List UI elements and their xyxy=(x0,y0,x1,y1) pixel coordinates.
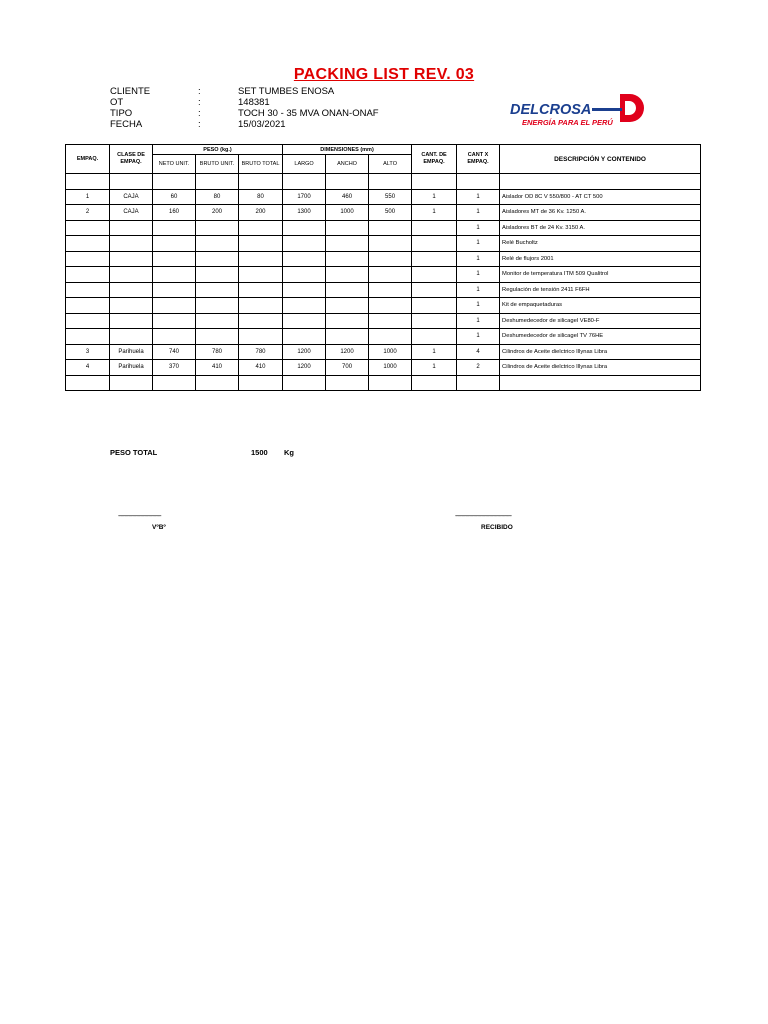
table-row xyxy=(66,360,701,376)
cell-cant-x xyxy=(457,375,500,391)
cell-bruto-total xyxy=(239,282,283,298)
cell-ancho xyxy=(326,282,369,298)
cell-desc: Deshumedecedor de silicagel TV 76HE xyxy=(500,329,701,345)
cell-bruto-total xyxy=(239,236,283,252)
cell-clase xyxy=(110,251,153,267)
cell-largo xyxy=(283,251,326,267)
cell-alto: 1000 xyxy=(369,360,412,376)
cell-cant-empaq xyxy=(412,251,457,267)
header-info xyxy=(110,86,379,130)
cell-cant-empaq xyxy=(412,282,457,298)
col-cant-x: CANT X EMPAQ. xyxy=(457,145,500,174)
cell-cant-x xyxy=(457,174,500,190)
cell-bruto-unit: 80 xyxy=(196,189,239,205)
cell-ancho: 700 xyxy=(326,360,369,376)
cell-empaq xyxy=(66,282,110,298)
cell-largo: 1200 xyxy=(283,360,326,376)
cell-bruto-total: 200 xyxy=(239,205,283,221)
cell-bruto-unit xyxy=(196,174,239,190)
cell-cant-x: 1 xyxy=(457,251,500,267)
cell-bruto-total xyxy=(239,329,283,345)
cell-bruto-unit: 410 xyxy=(196,360,239,376)
cell-empaq xyxy=(66,236,110,252)
cell-bruto-unit: 200 xyxy=(196,205,239,221)
cell-bruto-unit xyxy=(196,267,239,283)
field-label: FECHA xyxy=(110,119,143,130)
signature-line-vobo: -------------------------------- xyxy=(118,513,161,520)
cell-bruto-unit xyxy=(196,236,239,252)
cell-largo xyxy=(283,220,326,236)
signature-label-recibido: RECIBIDO xyxy=(481,524,513,531)
logo-slogan: ENERGÍA PARA EL PERÚ xyxy=(522,118,613,127)
cell-desc: Kit de empaquetaduras xyxy=(500,298,701,314)
logo-d-shape xyxy=(620,94,644,122)
table-row xyxy=(66,220,701,236)
peso-total-value: 1500 xyxy=(251,448,268,457)
cell-cant-empaq xyxy=(412,220,457,236)
cell-cant-x: 1 xyxy=(457,267,500,283)
cell-bruto-total xyxy=(239,251,283,267)
cell-bruto-total xyxy=(239,313,283,329)
logo-brand: DELCROSA xyxy=(510,102,592,118)
cell-ancho xyxy=(326,329,369,345)
cell-ancho xyxy=(326,251,369,267)
cell-alto: 550 xyxy=(369,189,412,205)
cell-empaq xyxy=(66,267,110,283)
cell-largo xyxy=(283,267,326,283)
delcrosa-logo xyxy=(508,92,644,130)
cell-alto xyxy=(369,236,412,252)
field-fecha xyxy=(110,119,379,130)
cell-alto xyxy=(369,298,412,314)
table-row xyxy=(66,313,701,329)
field-cliente xyxy=(110,86,379,97)
cell-empaq xyxy=(66,251,110,267)
cell-cant-x: 1 xyxy=(457,189,500,205)
cell-bruto-total: 80 xyxy=(239,189,283,205)
table-row xyxy=(66,236,701,252)
col-largo: LARGO xyxy=(283,155,326,174)
cell-bruto-unit xyxy=(196,282,239,298)
cell-largo xyxy=(283,329,326,345)
cell-largo xyxy=(283,375,326,391)
cell-ancho: 460 xyxy=(326,189,369,205)
signature-line-recibido: ------------------------------------------ xyxy=(455,513,511,520)
cell-ancho xyxy=(326,313,369,329)
cell-ancho xyxy=(326,267,369,283)
col-cant-empaq: CANT. DE EMPAQ. xyxy=(412,145,457,174)
table-row xyxy=(66,205,701,221)
cell-cant-x: 1 xyxy=(457,282,500,298)
table-row xyxy=(66,267,701,283)
cell-alto xyxy=(369,282,412,298)
cell-clase: Parihuela xyxy=(110,344,153,360)
cell-cant-empaq xyxy=(412,174,457,190)
cell-bruto-unit xyxy=(196,251,239,267)
cell-bruto-total xyxy=(239,267,283,283)
cell-bruto-unit xyxy=(196,375,239,391)
cell-clase xyxy=(110,282,153,298)
logo-swoosh xyxy=(592,108,622,111)
cell-neto xyxy=(153,375,196,391)
cell-clase xyxy=(110,236,153,252)
col-ancho: ANCHO xyxy=(326,155,369,174)
table-row xyxy=(66,174,701,190)
cell-alto: 1000 xyxy=(369,344,412,360)
table-body xyxy=(66,174,701,391)
cell-ancho: 1200 xyxy=(326,344,369,360)
cell-cant-empaq: 1 xyxy=(412,189,457,205)
cell-alto xyxy=(369,251,412,267)
cell-clase xyxy=(110,174,153,190)
header-row-1 xyxy=(66,145,701,155)
cell-neto xyxy=(153,267,196,283)
cell-largo xyxy=(283,236,326,252)
field-colon: : xyxy=(198,108,201,119)
cell-neto xyxy=(153,298,196,314)
peso-total-unit: Kg xyxy=(284,448,294,457)
cell-clase xyxy=(110,220,153,236)
cell-neto: 740 xyxy=(153,344,196,360)
cell-cant-x: 1 xyxy=(457,205,500,221)
cell-cant-x: 2 xyxy=(457,360,500,376)
cell-clase: CAJA xyxy=(110,205,153,221)
cell-empaq: 3 xyxy=(66,344,110,360)
cell-empaq xyxy=(66,174,110,190)
cell-neto xyxy=(153,220,196,236)
cell-largo xyxy=(283,174,326,190)
field-label: OT xyxy=(110,97,124,108)
cell-cant-empaq xyxy=(412,313,457,329)
cell-ancho xyxy=(326,375,369,391)
cell-cant-x: 1 xyxy=(457,220,500,236)
table-row xyxy=(66,282,701,298)
field-colon: : xyxy=(198,119,201,130)
cell-cant-empaq xyxy=(412,329,457,345)
cell-bruto-unit: 780 xyxy=(196,344,239,360)
cell-desc: Monitor de temperatura ITM 509 Qualitrol xyxy=(500,267,701,283)
cell-cant-empaq: 1 xyxy=(412,344,457,360)
cell-neto xyxy=(153,236,196,252)
cell-bruto-unit xyxy=(196,313,239,329)
cell-bruto-total: 780 xyxy=(239,344,283,360)
field-value: TOCH 30 - 35 MVA ONAN-ONAF xyxy=(238,108,379,119)
col-descripcion: DESCRIPCIÓN Y CONTENIDO xyxy=(500,145,701,174)
cell-desc: Aisladores MT de 36 Kv. 1250 A. xyxy=(500,205,701,221)
table-row xyxy=(66,375,701,391)
cell-bruto-total xyxy=(239,375,283,391)
cell-largo: 1700 xyxy=(283,189,326,205)
cell-largo xyxy=(283,313,326,329)
cell-desc: Cilindros de Aceite dielctrico Illynas Libra xyxy=(500,360,701,376)
cell-alto xyxy=(369,313,412,329)
field-colon: : xyxy=(198,97,201,108)
cell-bruto-total xyxy=(239,220,283,236)
cell-empaq xyxy=(66,220,110,236)
cell-cant-x: 1 xyxy=(457,313,500,329)
col-alto: ALTO xyxy=(369,155,412,174)
cell-neto xyxy=(153,329,196,345)
cell-bruto-unit xyxy=(196,298,239,314)
cell-desc: Regulación de tensión 2411 F6FH xyxy=(500,282,701,298)
cell-neto xyxy=(153,251,196,267)
cell-alto xyxy=(369,174,412,190)
cell-empaq xyxy=(66,375,110,391)
field-value: SET TUMBES ENOSA xyxy=(238,86,335,97)
table-row xyxy=(66,251,701,267)
cell-clase: Parihuela xyxy=(110,360,153,376)
cell-bruto-total xyxy=(239,174,283,190)
cell-desc: Deshumedecedor de silicagel VE80-F xyxy=(500,313,701,329)
col-peso: PESO (kg.) xyxy=(153,145,283,155)
cell-alto xyxy=(369,375,412,391)
table-row xyxy=(66,298,701,314)
cell-clase: CAJA xyxy=(110,189,153,205)
cell-desc: Relé de flujors 2001 xyxy=(500,251,701,267)
field-label: TIPO xyxy=(110,108,133,119)
cell-cant-empaq xyxy=(412,267,457,283)
field-value: 15/03/2021 xyxy=(238,119,286,130)
cell-ancho xyxy=(326,236,369,252)
cell-neto: 160 xyxy=(153,205,196,221)
col-clase: CLASE DE EMPAQ. xyxy=(110,145,153,174)
cell-desc xyxy=(500,174,701,190)
cell-ancho xyxy=(326,174,369,190)
cell-cant-x: 1 xyxy=(457,236,500,252)
cell-cant-x: 1 xyxy=(457,329,500,345)
cell-largo xyxy=(283,282,326,298)
cell-clase xyxy=(110,375,153,391)
cell-ancho: 1000 xyxy=(326,205,369,221)
cell-cant-empaq xyxy=(412,298,457,314)
cell-largo: 1300 xyxy=(283,205,326,221)
peso-total-label: PESO TOTAL xyxy=(110,448,158,457)
table-row xyxy=(66,344,701,360)
table-row xyxy=(66,189,701,205)
cell-clase xyxy=(110,298,153,314)
cell-cant-x: 4 xyxy=(457,344,500,360)
cell-neto xyxy=(153,282,196,298)
col-bruto-unit: BRUTO UNIT. xyxy=(196,155,239,174)
cell-neto: 370 xyxy=(153,360,196,376)
cell-cant-empaq xyxy=(412,375,457,391)
cell-largo: 1200 xyxy=(283,344,326,360)
cell-desc: Relé Bucholtz xyxy=(500,236,701,252)
cell-empaq xyxy=(66,329,110,345)
cell-desc: Aisladores BT de 24 Kv. 3150 A. xyxy=(500,220,701,236)
cell-largo xyxy=(283,298,326,314)
col-bruto-total: BRUTO TOTAL xyxy=(239,155,283,174)
cell-bruto-unit xyxy=(196,220,239,236)
cell-cant-empaq: 1 xyxy=(412,360,457,376)
cell-cant-empaq xyxy=(412,236,457,252)
cell-alto xyxy=(369,220,412,236)
cell-empaq: 4 xyxy=(66,360,110,376)
field-ot xyxy=(110,97,379,108)
cell-desc xyxy=(500,375,701,391)
cell-bruto-total: 410 xyxy=(239,360,283,376)
cell-empaq xyxy=(66,298,110,314)
signature-label-vobo: VºBº xyxy=(152,524,166,531)
col-dimensiones: DIMENSIONES (mm) xyxy=(283,145,412,155)
packing-table xyxy=(65,144,701,391)
cell-clase xyxy=(110,313,153,329)
cell-ancho xyxy=(326,220,369,236)
cell-empaq: 2 xyxy=(66,205,110,221)
table-row xyxy=(66,329,701,345)
cell-alto: 500 xyxy=(369,205,412,221)
field-tipo xyxy=(110,108,379,119)
col-empaq: EMPAQ. xyxy=(66,145,110,174)
cell-cant-empaq: 1 xyxy=(412,205,457,221)
cell-ancho xyxy=(326,298,369,314)
cell-clase xyxy=(110,267,153,283)
field-colon: : xyxy=(198,86,201,97)
cell-neto xyxy=(153,174,196,190)
cell-desc: Aislador OD 8C V 550/800 - AT CT 500 xyxy=(500,189,701,205)
cell-alto xyxy=(369,267,412,283)
cell-empaq: 1 xyxy=(66,189,110,205)
cell-alto xyxy=(369,329,412,345)
cell-bruto-unit xyxy=(196,329,239,345)
page-title: PACKING LIST REV. 03 xyxy=(293,66,475,83)
cell-empaq xyxy=(66,313,110,329)
cell-desc: Cilindros de Aceite dielctrico Illynas Libra xyxy=(500,344,701,360)
field-label: CLIENTE xyxy=(110,86,151,97)
cell-neto: 60 xyxy=(153,189,196,205)
field-value: 148381 xyxy=(238,97,270,108)
col-neto: NETO UNIT. xyxy=(153,155,196,174)
cell-cant-x: 1 xyxy=(457,298,500,314)
cell-clase xyxy=(110,329,153,345)
cell-bruto-total xyxy=(239,298,283,314)
cell-neto xyxy=(153,313,196,329)
